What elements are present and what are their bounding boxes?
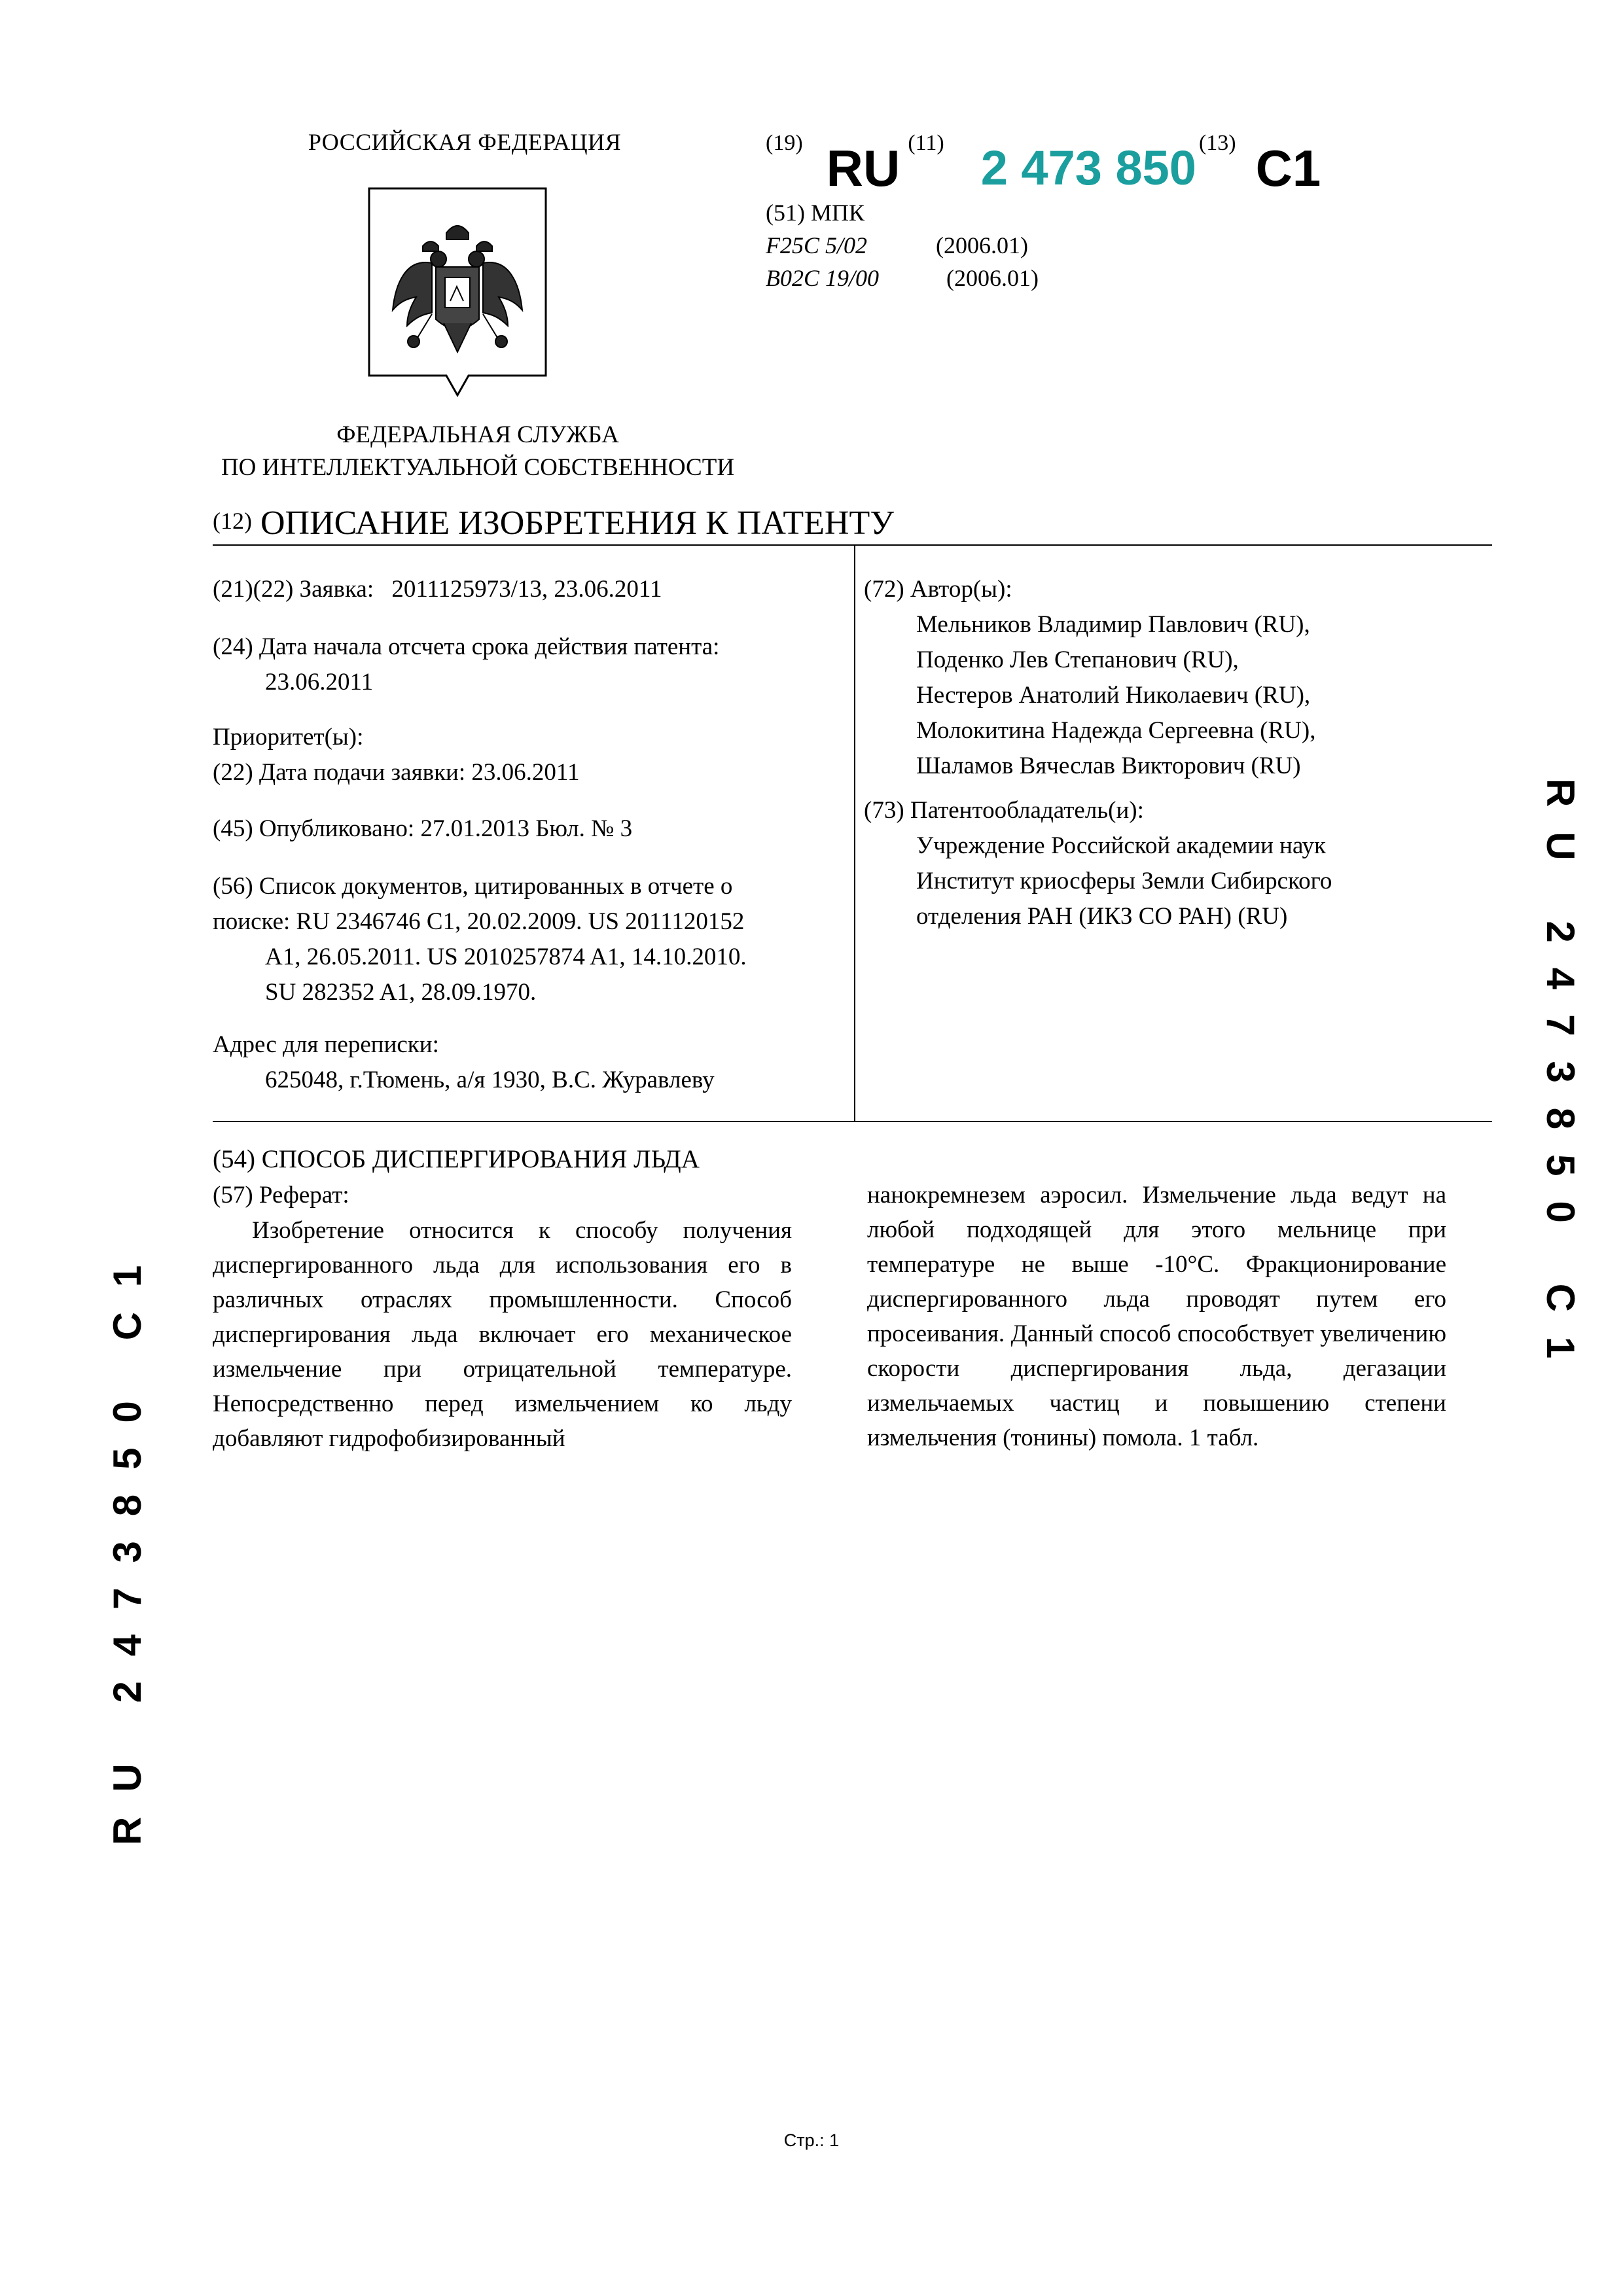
ipc-row [766, 229, 1039, 262]
published-value: 27.01.2013 Бюл. № 3 [420, 815, 633, 842]
authors-label: (72) Автор(ы): [864, 576, 1012, 603]
abstract-text-right: нанокремнезем аэросил. Измельчение льда ведут на любой подходящей для этого мельнице при температуре не выше -10°С. Фракционирование диспергированного льда проводят путем его просеивания. Данный способ способствует увеличению скорости диспергирования льда, дегазации измельчаемых частиц и повышению степени измельчения (тонины) помола. 1 табл. [867, 1182, 1446, 1451]
ipc-label: (51) МПК [766, 200, 865, 226]
divider-top [213, 544, 1492, 546]
invention-title-text: СПОСОБ ДИСПЕРГИРОВАНИЯ ЛЬДА [261, 1145, 700, 1173]
kind-code: C1 [1255, 139, 1321, 197]
cited-line-1: RU 2346746 C1, 20.02.2009. US 2011120152 [296, 908, 745, 935]
author-item: Мельников Владимир Павлович (RU), [916, 611, 1310, 638]
holder-label: (73) Патентообладатель(и): [864, 797, 1144, 824]
holder-line: Учреждение Российской академии наук [916, 832, 1327, 859]
cited-line-2: A1, 26.05.2011. US 2010257874 A1, 14.10.2010. [265, 944, 747, 970]
application-value: 2011125973/13, 23.06.2011 [391, 576, 662, 603]
country-code: RU [826, 139, 901, 197]
published-label: (45) Опубликовано: [213, 815, 415, 842]
margin-patent-code-right: RU 2473850 C1 [1539, 779, 1582, 1384]
ipc-code: F25C 5/02 [766, 232, 868, 258]
author-item: Нестеров Анатолий Николаевич (RU), [916, 682, 1311, 709]
emblem-shield-icon [366, 186, 548, 404]
author-item: Шаламов Вячеслав Викторович (RU) [916, 752, 1301, 779]
application-field [213, 572, 841, 607]
ipc-code: B02C 19/00 [766, 265, 880, 291]
coat-of-arms-emblem [366, 186, 548, 404]
ipc-block [766, 196, 1039, 294]
invention-title [213, 1142, 1129, 1177]
published-field [213, 811, 841, 847]
invention-code: (54) [213, 1145, 255, 1173]
address-label: Адрес для переписки: [213, 1031, 439, 1058]
page-number: Стр.: 1 [783, 2130, 840, 2150]
term-field [213, 629, 841, 700]
filing-value: 23.06.2011 [471, 759, 580, 786]
ipc-version: (2006.01) [936, 232, 1028, 258]
patent-number-block [766, 128, 1321, 200]
title-text: ОПИСАНИЕ ИЗОБРЕТЕНИЯ К ПАТЕНТУ [260, 504, 895, 542]
author-item: Поденко Лев Степанович (RU), [916, 646, 1239, 673]
patent-number: 2 473 850 [980, 141, 1196, 195]
cited-documents-field [213, 869, 841, 1010]
cited-label-2: поиске: [213, 908, 291, 935]
ipc-row [766, 262, 1039, 294]
code-13: (13) [1198, 131, 1236, 155]
priority-field [213, 720, 841, 790]
document-title [213, 504, 894, 542]
title-code: (12) [213, 508, 252, 534]
term-label: (24) Дата начала отсчета срока действия патента: [213, 633, 720, 660]
agency-line-2: ПО ИНТЕЛЛЕКТУАЛЬНОЙ СОБСТВЕННОСТИ [221, 454, 735, 481]
address-field [213, 1027, 841, 1098]
ipc-version: (2006.01) [946, 265, 1039, 291]
application-label: (21)(22) Заявка: [213, 576, 374, 603]
agency-line-1: ФЕДЕРАЛЬНАЯ СЛУЖБА [336, 421, 619, 448]
abstract-label: (57) Реферат: [213, 1182, 349, 1209]
term-value: 23.06.2011 [265, 669, 374, 696]
abstract-text-left: Изобретение относится к способу получения диспергированного льда для использования его в различных отраслях промышленности. Способ диспергирования льда включает его механическое измельчение при отрицательной температуре. Непосредственно перед измельчением ко льду добавляют гидрофобизированный [213, 1217, 792, 1452]
address-value: 625048, г.Тюмень, а/я 1930, В.С. Журавлеву [265, 1067, 715, 1093]
holder-line: Институт криосферы Земли Сибирского [916, 868, 1332, 894]
divider-bottom [213, 1121, 1492, 1122]
cited-label: (56) Список документов, цитированных в отчете о [213, 873, 733, 900]
country-name: РОССИЙСКАЯ ФЕДЕРАЦИЯ [308, 129, 622, 155]
authors-field [864, 572, 1479, 784]
column-divider [854, 546, 855, 1122]
filing-label: (22) Дата подачи заявки: [213, 759, 466, 786]
priority-label: Приоритет(ы): [213, 724, 364, 751]
patent-holder-field [864, 793, 1479, 934]
margin-patent-code-left: RU 2473850 C1 [105, 1240, 149, 1845]
holder-line: отделения РАН (ИКЗ СО РАН) (RU) [916, 903, 1288, 930]
code-11: (11) [908, 131, 944, 155]
author-item: Молокитина Надежда Сергеевна (RU), [916, 717, 1316, 744]
code-19: (19) [766, 131, 803, 155]
agency-name [190, 419, 766, 484]
cited-line-3: SU 282352 A1, 28.09.1970. [265, 979, 537, 1006]
